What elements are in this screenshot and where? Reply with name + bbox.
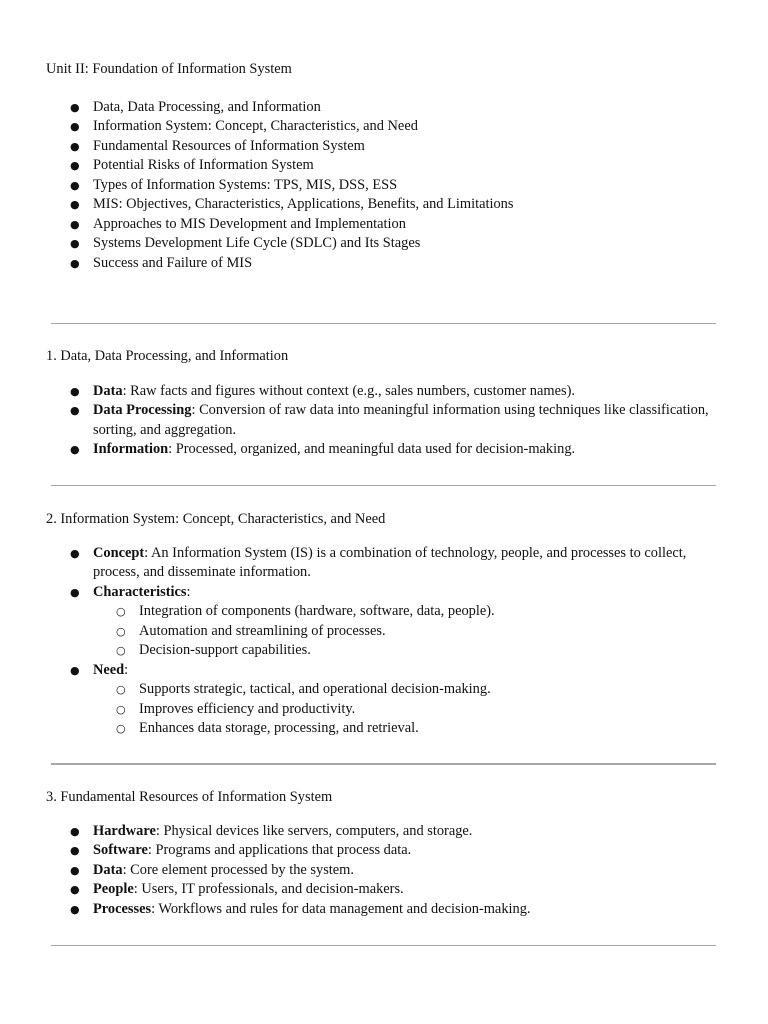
unit-topic-list xyxy=(46,98,716,274)
sub-item: ○ Enhances data storage, processing, and retrieval. xyxy=(93,719,716,739)
section-divider xyxy=(51,945,716,946)
characteristics-sublist xyxy=(93,602,716,661)
definition-item xyxy=(46,661,716,739)
definition-text: : Physical devices like servers, computers, and storage. xyxy=(155,822,473,839)
section-divider xyxy=(51,485,716,486)
topic-item: ● Approaches to MIS Development and Implementation xyxy=(46,215,716,235)
definition-text: : xyxy=(186,583,191,600)
sub-item: ○ Supports strategic, tactical, and operational decision-making. xyxy=(93,680,716,700)
topic-item: ● Potential Risks of Information System xyxy=(46,156,716,176)
definition-item xyxy=(46,841,716,861)
topic-item: ● Success and Failure of MIS xyxy=(46,254,716,274)
section-1-heading: 1. Data, Data Processing, and Information xyxy=(46,348,289,364)
term-label: Hardware xyxy=(93,822,156,839)
term-label: Information xyxy=(93,441,169,457)
term-label: Data Processing xyxy=(93,402,192,418)
definition-text: : Processed, organized, and meaningful data used for decision-making. xyxy=(168,441,576,457)
definition-text: : Programs and applications that process data. xyxy=(147,842,412,858)
section-1-list xyxy=(46,382,716,460)
definition-text: : Workflows and rules for data management and decision-making. xyxy=(151,900,531,917)
term-label: Software xyxy=(93,842,148,858)
topic-item: ● Fundamental Resources of Information System xyxy=(46,137,716,157)
section-divider xyxy=(51,763,716,765)
definition-text: : Raw facts and figures without context (e.g., sales numbers, customer names). xyxy=(122,382,575,399)
definition-text: : Core element processed by the system. xyxy=(122,861,354,878)
section-2 xyxy=(46,510,716,739)
sub-item: ○ Integration of components (hardware, software, data, people). xyxy=(93,602,716,622)
need-sublist xyxy=(93,680,716,739)
topic-item: ● Systems Development Life Cycle (SDLC) and Its Stages xyxy=(46,234,716,254)
sub-item: ○ Improves efficiency and productivity. xyxy=(93,700,716,720)
section-divider xyxy=(51,323,716,324)
definition-item xyxy=(46,401,716,440)
term-label: Data xyxy=(93,382,123,399)
definition-item xyxy=(46,822,716,842)
definition-text: : xyxy=(124,661,129,678)
definition-item xyxy=(46,583,716,661)
topic-item: ● MIS: Objectives, Characteristics, Applications, Benefits, and Limitations xyxy=(46,195,716,215)
sub-item: ○ Automation and streamlining of processes. xyxy=(93,622,716,642)
definition-text: : Users, IT professionals, and decision-makers. xyxy=(133,881,404,897)
section-2-list xyxy=(46,544,716,739)
section-2-heading: 2. Information System: Concept, Characteristics, and Need xyxy=(46,511,386,527)
definition-item xyxy=(46,861,716,881)
section-3 xyxy=(46,788,716,919)
term-label: Data xyxy=(93,861,123,878)
sub-item: ○ Decision-support capabilities. xyxy=(93,641,716,661)
section-3-list xyxy=(46,822,716,920)
unit-overview xyxy=(46,60,716,273)
term-label: Concept xyxy=(93,544,145,561)
term-label: People xyxy=(93,881,134,897)
topic-item: ● Types of Information Systems: TPS, MIS, DSS, ESS xyxy=(46,176,716,196)
unit-title: Unit II: Foundation of Information System xyxy=(46,61,292,77)
definition-item xyxy=(46,382,716,402)
definition-item xyxy=(46,880,716,900)
topic-item: ● Information System: Concept, Characteristics, and Need xyxy=(46,117,716,137)
definition-item xyxy=(46,544,716,583)
term-label: Need xyxy=(93,661,125,678)
definition-item xyxy=(46,440,716,460)
definition-item xyxy=(46,900,716,920)
term-label: Processes xyxy=(93,900,152,917)
topic-item: ● Data, Data Processing, and Information xyxy=(46,98,716,118)
term-label: Characteristics xyxy=(93,583,187,600)
definition-text: : An Information System (IS) is a combination of technology, people, and processes to collect, process, and disseminate information. xyxy=(93,544,687,580)
definition-text: : Conversion of raw data into meaningful information using techniques like classification, sorting, and aggregation. xyxy=(93,402,709,438)
section-1 xyxy=(46,347,716,460)
section-3-heading: 3. Fundamental Resources of Information System xyxy=(46,789,333,805)
